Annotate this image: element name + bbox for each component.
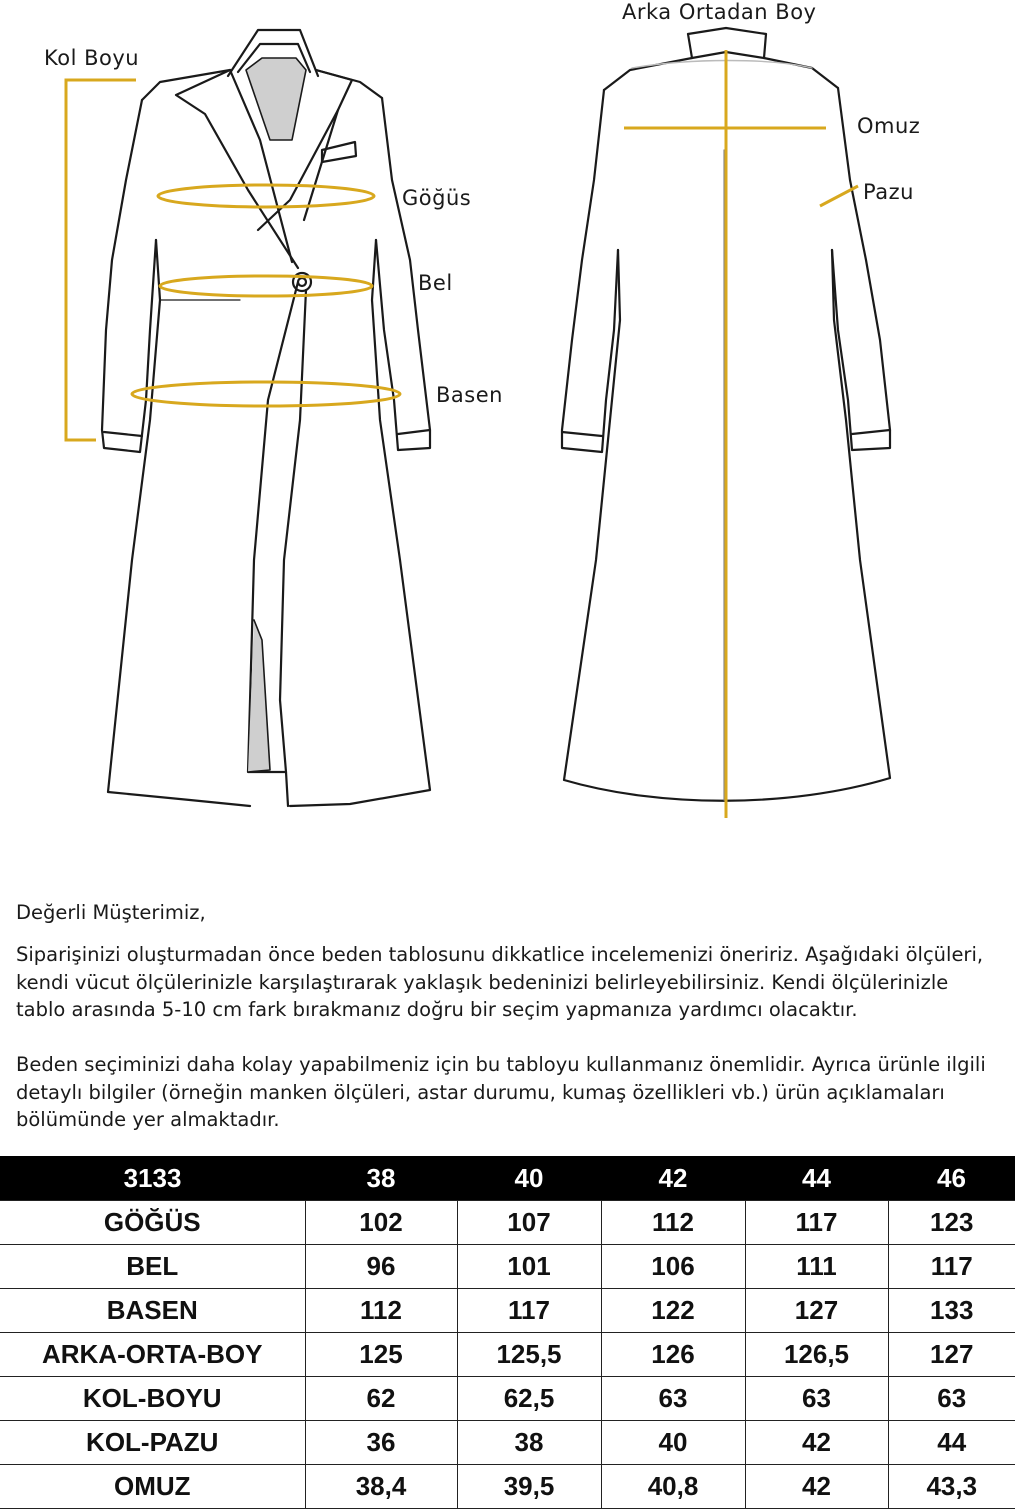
table-cell: 107 [457,1201,601,1245]
table-cell: 62,5 [457,1377,601,1421]
table-cell: 36 [305,1421,457,1465]
header-size: 44 [745,1156,888,1201]
table-cell: 125,5 [457,1333,601,1377]
table-cell: 63 [745,1377,888,1421]
label-hip: Basen [436,383,503,407]
table-cell: 133 [888,1289,1015,1333]
measure-markers [66,50,858,818]
table-cell: 112 [601,1201,745,1245]
sleeve-length-marker [66,80,136,440]
table-cell: 102 [305,1201,457,1245]
table-row [0,1377,1015,1421]
table-cell: 63 [601,1377,745,1421]
label-upper-arm: Pazu [863,180,914,204]
row-label: BEL [0,1245,305,1289]
table-cell: 117 [745,1201,888,1245]
table-row [0,1245,1015,1289]
label-shoulder: Omuz [857,114,921,138]
table-cell: 127 [888,1333,1015,1377]
size-table [0,1156,1015,1509]
hip-ellipse [132,382,400,406]
table-cell: 62 [305,1377,457,1421]
label-back-length: Arka Ortadan Boy [622,0,817,24]
table-cell: 42 [745,1421,888,1465]
row-label: OMUZ [0,1465,305,1509]
table-cell: 123 [888,1201,1015,1245]
header-size: 40 [457,1156,601,1201]
table-cell: 117 [457,1289,601,1333]
table-cell: 40 [601,1421,745,1465]
table-cell: 112 [305,1289,457,1333]
label-waist: Bel [418,271,453,295]
table-cell: 126 [601,1333,745,1377]
size-table-header [0,1156,1015,1201]
table-cell: 63 [888,1377,1015,1421]
table-row [0,1201,1015,1245]
table-cell: 42 [745,1465,888,1509]
table-cell: 125 [305,1333,457,1377]
note-greeting: Değerli Müşterimiz, [16,901,206,924]
table-cell: 96 [305,1245,457,1289]
table-row [0,1465,1015,1509]
label-chest: Göğüs [402,186,472,210]
row-label: ARKA-ORTA-BOY [0,1333,305,1377]
header-size: 38 [305,1156,457,1201]
table-cell: 117 [888,1245,1015,1289]
waist-ellipse [160,276,372,296]
front-view [102,30,430,806]
table-row [0,1289,1015,1333]
table-cell: 40,8 [601,1465,745,1509]
table-cell: 44 [888,1421,1015,1465]
note-paragraph-1: Siparişinizi oluşturmadan önce beden tablosunu dikkatlice incelemenizi öneririz. Aşağıdaki ölçüleri, kendi vücut ölçülerinizle karşılaştırarak yaklaşık bedeninizi belirleyebilirsiniz. Kendi ölçülerinizle tablo arasında 5-10 cm fark bırakmanız doğru bir seçim yapmanıza yardımcı olacaktır. [16,943,984,1021]
table-cell: 101 [457,1245,601,1289]
table-row [0,1333,1015,1377]
header-size: 46 [888,1156,1015,1201]
table-cell: 38,4 [305,1465,457,1509]
table-cell: 43,3 [888,1465,1015,1509]
header-model-code: 3133 [0,1156,305,1201]
label-sleeve-length: Kol Boyu [44,46,140,70]
table-cell: 111 [745,1245,888,1289]
note-paragraph-2: Beden seçiminizi daha kolay yapabilmeniz için bu tabloyu kullanmanız önemlidir. Ayrıca ürünle ilgili detaylı bilgiler (örneğin manken ölçüleri, astar durumu, kumaş özellikleri vb.) ürün açıklamaları bölümünde yer almaktadır. [16,1053,986,1131]
row-label: KOL-BOYU [0,1377,305,1421]
row-label: BASEN [0,1289,305,1333]
table-cell: 106 [601,1245,745,1289]
table-cell: 39,5 [457,1465,601,1509]
table-cell: 122 [601,1289,745,1333]
header-size: 42 [601,1156,745,1201]
table-row [0,1421,1015,1465]
table-cell: 127 [745,1289,888,1333]
chest-ellipse [158,185,374,207]
row-label: GÖĞÜS [0,1201,305,1245]
row-label: KOL-PAZU [0,1421,305,1465]
table-cell: 126,5 [745,1333,888,1377]
table-cell: 38 [457,1421,601,1465]
